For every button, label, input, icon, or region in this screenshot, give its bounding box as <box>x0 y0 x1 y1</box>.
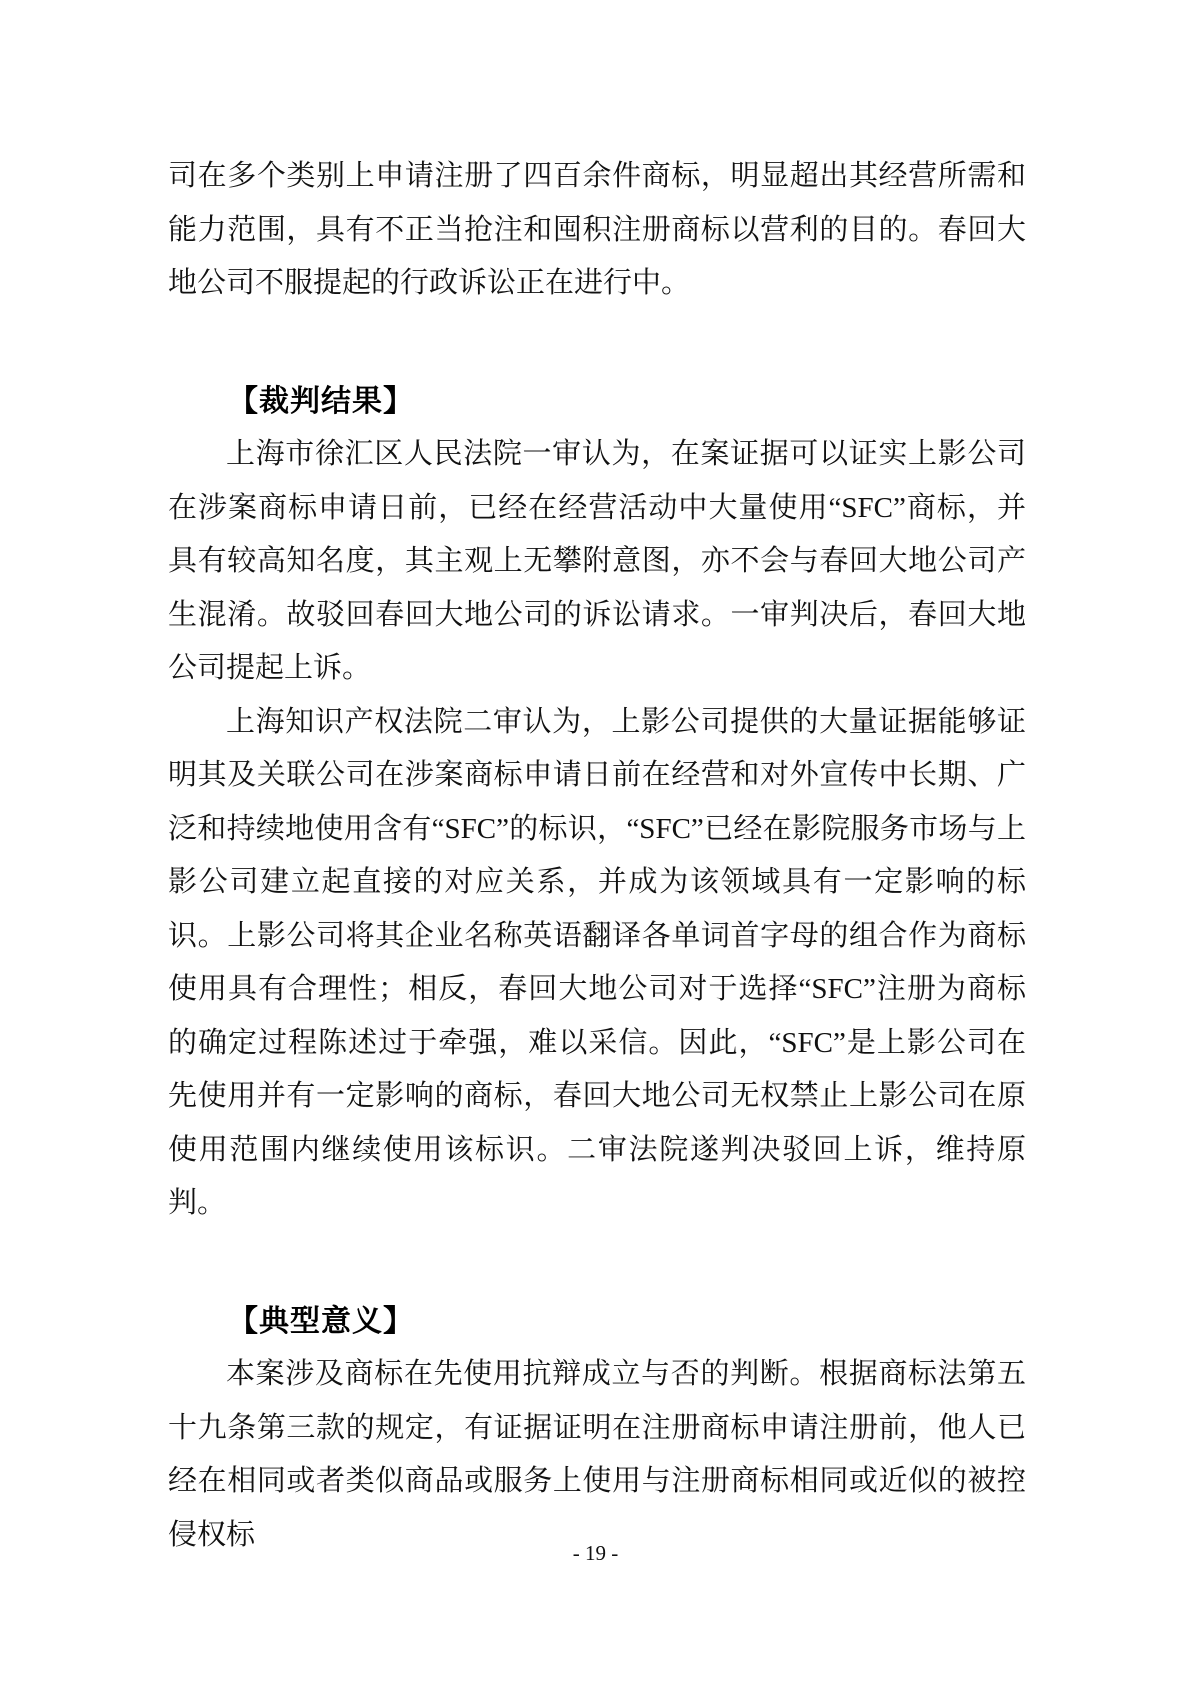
paragraph-continued-from-previous-page: 司在多个类别上申请注册了四百余件商标，明显超出其经营所需和能力范围，具有不正当抢注和囤积注册商标以营利的目的。春回大地公司不服提起的行政诉讼正在进行中。 <box>168 160 1026 299</box>
paragraph-second-instance-ruling: 上海知识产权法院二审认为，上影公司提供的大量证据能够证明其及关联公司在涉案商标申请日前在经营和对外宣传中长期、广泛和持续地使用含有“SFC”的标识，“SFC”已经在影院服务市场与上影公司建立起直接的对应关系，并成为该领域具有一定影响的标识。上影公司将其企业名称英语翻译各单词首字母的组合作为商标使用具有合理性；相反，春回大地公司对于选择“SFC”注册为商标的确定过程陈述过于牵强，难以采信。因此，“SFC”是上影公司在先使用并有一定影响的商标，春回大地公司无权禁止上影公司在原使用范围内继续使用该标识。二审法院遂判决驳回上诉，维持原判。 <box>168 705 1026 1219</box>
paragraph-first-instance-ruling: 上海市徐汇区人民法院一审认为，在案证据可以证实上影公司在涉案商标申请日前，已经在经营活动中大量使用“SFC”商标，并具有较高知名度，其主观上无攀附意图，亦不会与春回大地公司产生混淆。故驳回春回大地公司的诉讼请求。一审判决后，春回大地公司提起上诉。 <box>168 438 1026 684</box>
section-heading-typical-significance: 【典型意义】 <box>228 1304 414 1338</box>
section-heading-judgment-result: 【裁判结果】 <box>228 384 414 418</box>
document-body <box>168 150 1026 1562</box>
paragraph-typical-significance: 本案涉及商标在先使用抗辩成立与否的判断。根据商标法第五十九条第三款的规定，有证据证明在注册商标申请注册前，他人已经在相同或者类似商品或服务上使用与注册商标相同或近似的被控侵权标 <box>168 1358 1026 1551</box>
page-number: - 19 - <box>572 1541 619 1565</box>
